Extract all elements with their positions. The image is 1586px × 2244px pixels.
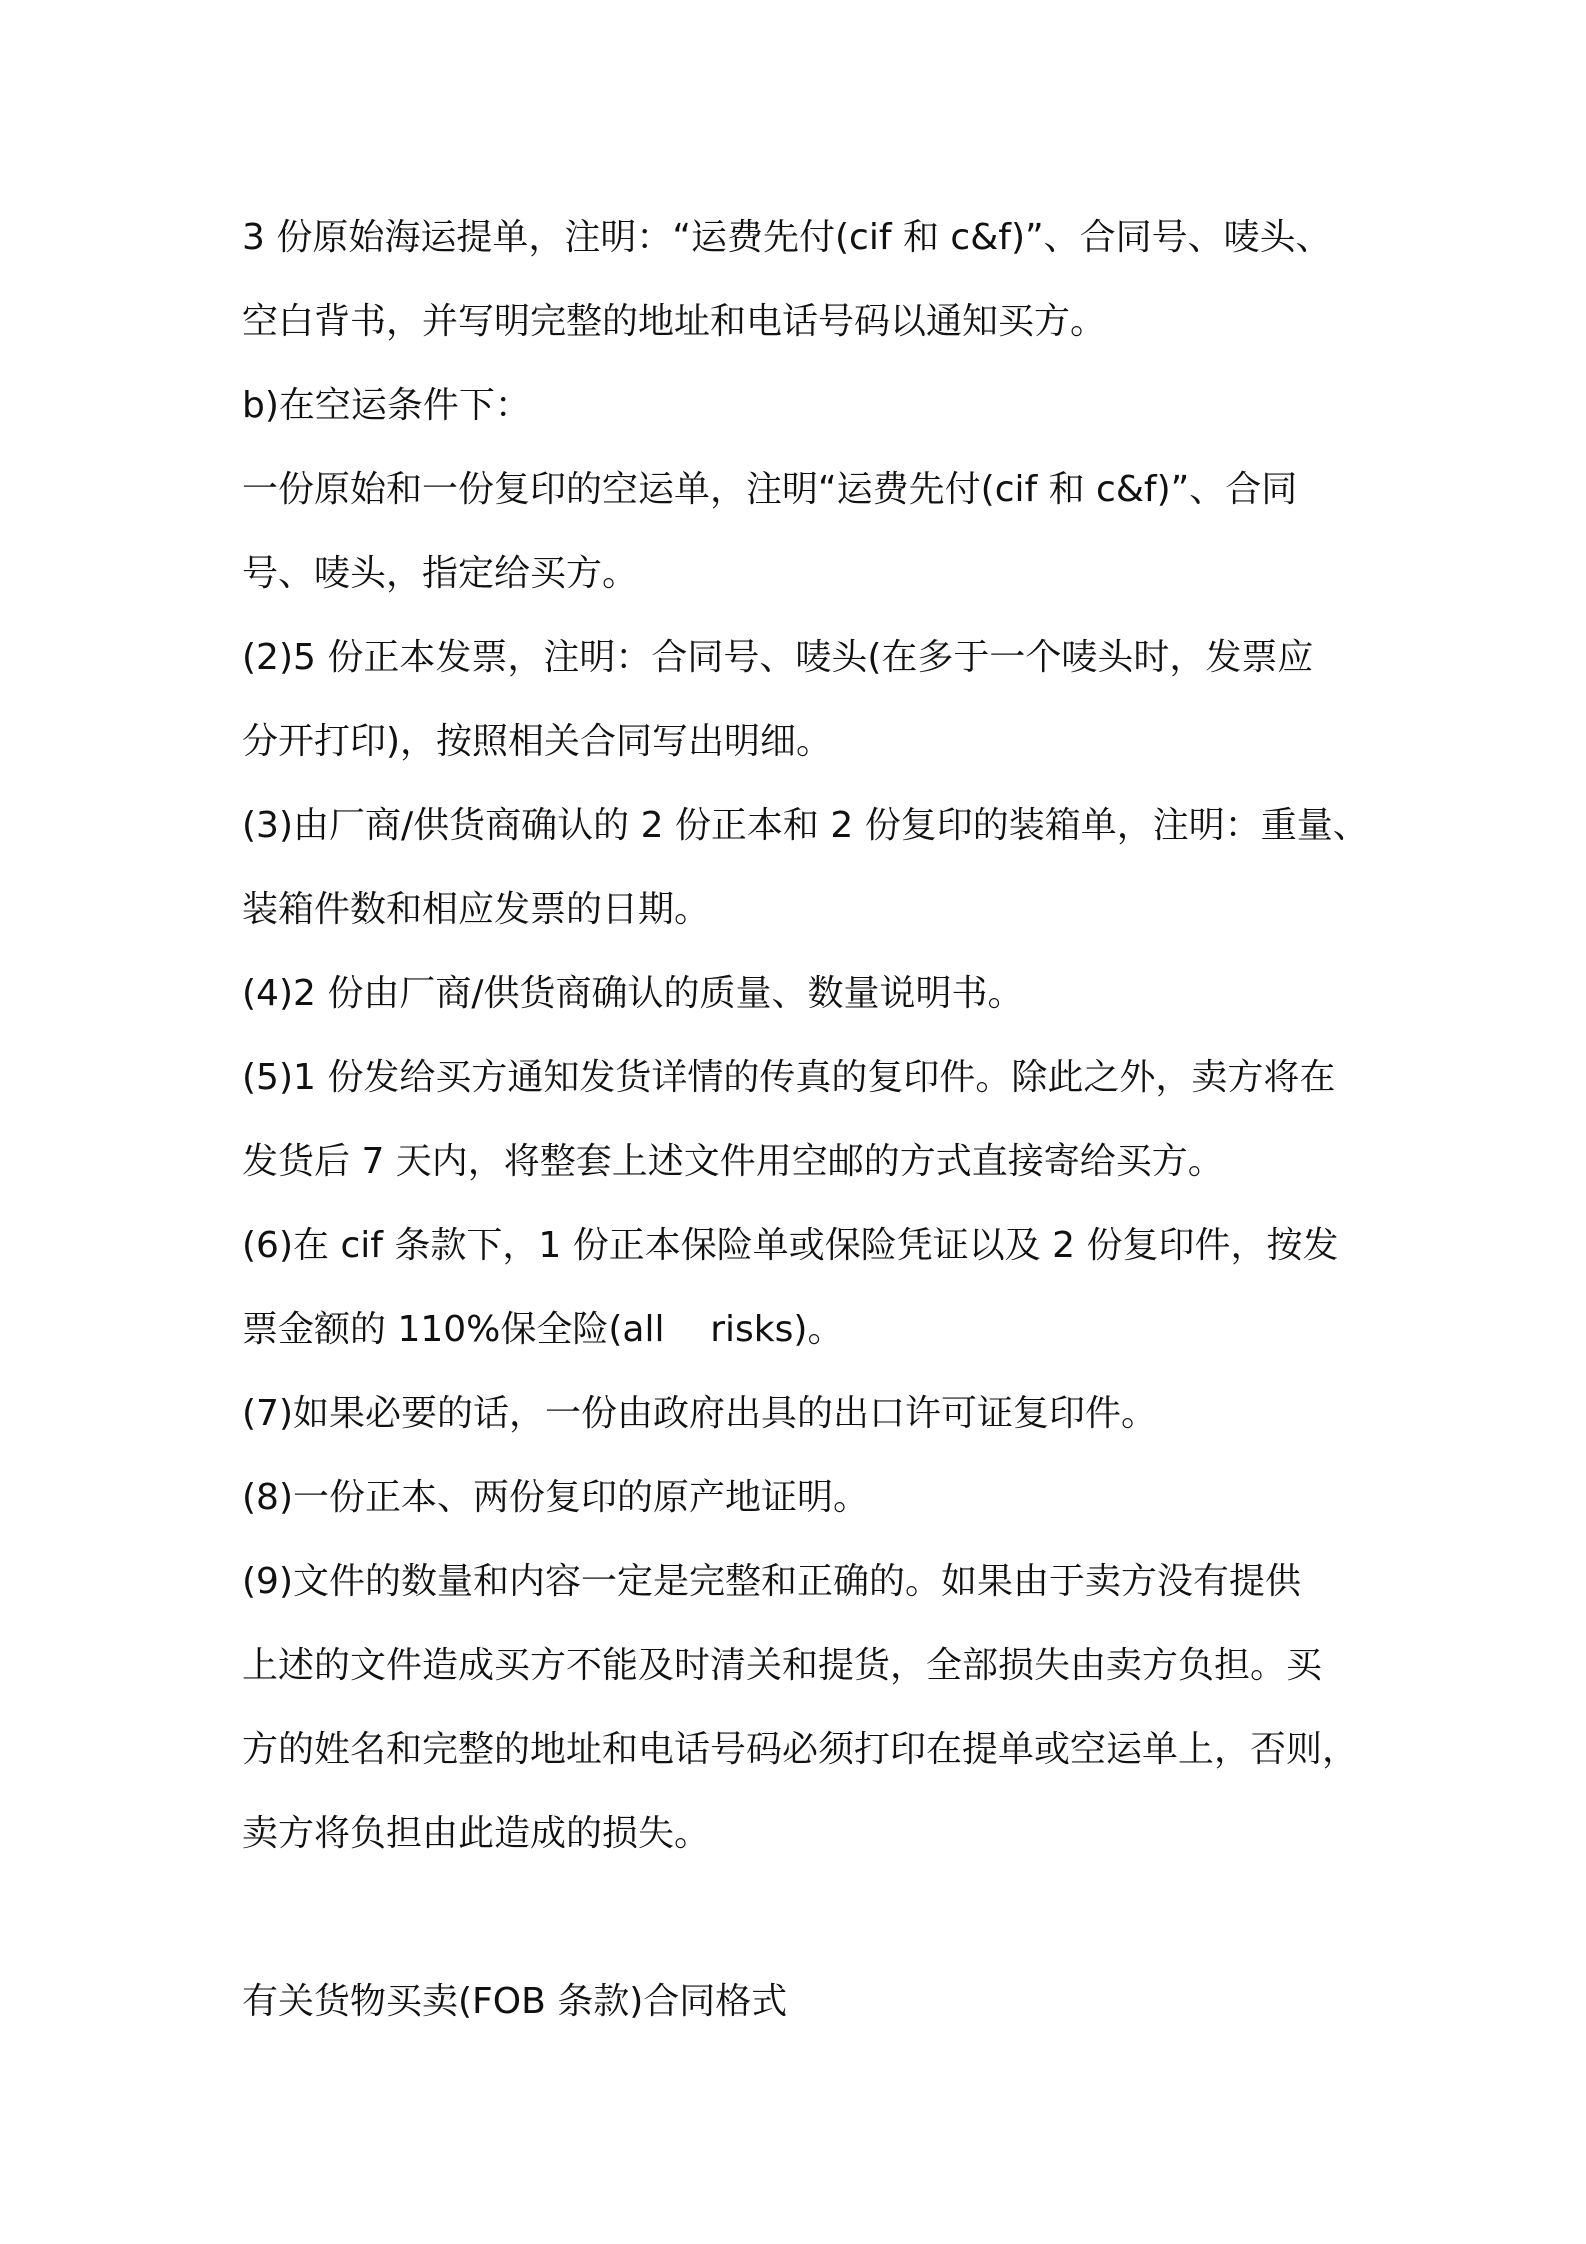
text-line-7: 分开打印)，按照相关合同写出明细。	[242, 721, 833, 762]
text-line-4: 一份原始和一份复印的空运单，注明“运费先付(cif 和 c&f)”、合同	[242, 469, 1298, 510]
text-line-12: 发货后 7 天内，将整套上述文件用空邮的方式直接寄给买方。	[242, 1141, 1224, 1182]
text-line-17: (9)文件的数量和内容一定是完整和正确的。如果由于卖方没有提供	[242, 1561, 1301, 1602]
text-line-9: 装箱件数和相应发票的日期。	[242, 889, 711, 930]
text-line-11: (5)1 份发给买方通知发货详情的传真的复印件。除此之外，卖方将在	[242, 1057, 1336, 1098]
text-line-1: 3 份原始海运提单，注明：“运费先付(cif 和 c&f)”、合同号、唛头、	[242, 217, 1332, 258]
text-line-5: 号、唛头，指定给买方。	[242, 553, 639, 594]
text-line-16: (8)一份正本、两份复印的原产地证明。	[242, 1477, 869, 1518]
text-line-20: 卖方将负担由此造成的损失。	[242, 1813, 711, 1854]
text-line-13: (6)在 cif 条款下，1 份正本保险单或保险凭证以及 2 份复印件，按发	[242, 1225, 1339, 1266]
text-line-8: (3)由厂商/供货商确认的 2 份正本和 2 份复印的装箱单，注明：重量、	[242, 805, 1369, 846]
text-line-19: 方的姓名和完整的地址和电话号码必须打印在提单或空运单上，否则，	[242, 1729, 1359, 1770]
text-line-2: 空白背书，并写明完整的地址和电话号码以通知买方。	[242, 301, 1107, 342]
document-body	[242, 196, 1369, 2044]
text-line-14: 票金额的 110%保全险(all risks)。	[242, 1309, 844, 1350]
text-line-10: (4)2 份由厂商/供货商确认的质量、数量说明书。	[242, 973, 1024, 1014]
section-title: 有关货物买卖(FOB 条款)合同格式	[242, 1981, 788, 2022]
paragraph-spacer	[242, 1876, 1362, 1960]
text-line-15: (7)如果必要的话，一份由政府出具的出口许可证复印件。	[242, 1393, 1157, 1434]
text-line-18: 上述的文件造成买方不能及时清关和提货，全部损失由卖方负担。买	[242, 1645, 1323, 1686]
text-line-3: b)在空运条件下：	[242, 385, 531, 426]
text-line-6: (2)5 份正本发票，注明：合同号、唛头(在多于一个唛头时，发票应	[242, 637, 1314, 678]
